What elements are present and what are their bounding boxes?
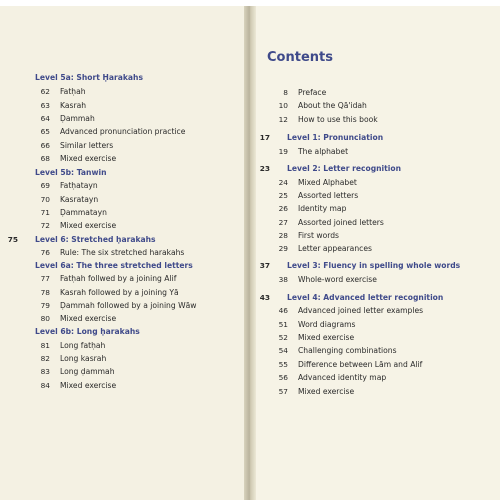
toc-page-number: 63 [40, 101, 50, 110]
toc-entry: Ḍammah followed by a joining Wāw [60, 301, 197, 310]
toc-entry: Fatḥatayn [60, 181, 98, 190]
toc-page-number: 38 [278, 275, 288, 284]
toc-page-number: 80 [40, 314, 50, 323]
toc-entry: Ḍammatayn [60, 208, 107, 217]
toc-page-number: 75 [7, 235, 18, 244]
toc-entry: How to use this book [298, 115, 378, 124]
toc-entry: Rule: The six stretched harakahs [60, 248, 185, 257]
toc-entry: Letter appearances [298, 244, 372, 253]
toc-entry: First words [298, 231, 340, 240]
top-margin [0, 0, 500, 6]
toc-page-number: 68 [40, 154, 50, 163]
toc-entry: Ḍammah [60, 114, 95, 123]
toc-section-heading: Level 5b: Tanwin [35, 168, 107, 177]
toc-page-number: 46 [278, 306, 288, 315]
toc-section-heading: Level 4: Advanced letter recognition [287, 293, 444, 302]
toc-entry: Kasrah [60, 101, 87, 110]
left-page [0, 0, 248, 500]
toc-page-number: 28 [278, 231, 288, 240]
toc-section-heading: Level 1: Pronunciation [287, 133, 384, 142]
toc-entry: The alphabet [298, 147, 349, 156]
toc-entry: Preface [298, 88, 327, 97]
toc-section-heading: Level 6a: The three stretched letters [35, 261, 193, 270]
toc-section-heading: Level 2: Letter recognition [287, 164, 402, 173]
toc-page-number: 29 [278, 244, 288, 253]
toc-entry: Assorted letters [298, 191, 359, 200]
toc-entry: About the Qā'idah [298, 101, 367, 110]
toc-page-number: 54 [278, 346, 288, 355]
toc-entry: Fatḥah follwed by a joining Alif [60, 274, 177, 283]
toc-section-heading: Level 6b: Long ḥarakahs [35, 327, 140, 336]
contents-title-cropped: Contents [267, 50, 333, 65]
toc-page-number: 70 [40, 195, 50, 204]
toc-entry: Mixed exercise [60, 314, 117, 323]
book-gutter [244, 0, 256, 500]
toc-entry: Kasrah followed by a joining Yā [60, 288, 179, 297]
toc-page-number: 83 [40, 367, 50, 376]
toc-section-heading: Level 3: Fluency in spelling whole words [287, 261, 461, 270]
toc-page-number: 82 [40, 354, 50, 363]
toc-entry: Long ḍammah [60, 367, 115, 376]
toc-page-number: 8 [283, 88, 288, 97]
toc-entry: Identity map [298, 204, 347, 213]
toc-entry: Kasratayn [60, 195, 99, 204]
toc-page-number: 17 [259, 133, 270, 142]
toc-page-number: 71 [40, 208, 50, 217]
toc-entry: Whole-word exercise [298, 275, 377, 284]
toc-entry: Mixed exercise [60, 154, 117, 163]
toc-page-number: 26 [278, 204, 288, 213]
toc-page-number: 66 [40, 141, 50, 150]
toc-page-number: 25 [278, 191, 288, 200]
toc-page-number: 65 [40, 127, 50, 136]
toc-page-number: 84 [40, 381, 50, 390]
toc-page-number: 12 [278, 115, 288, 124]
toc-page-number: 52 [278, 333, 288, 342]
toc-entry: Mixed exercise [298, 387, 355, 396]
toc-page-number: 64 [40, 114, 50, 123]
toc-page-number: 79 [40, 301, 50, 310]
toc-page-number: 10 [278, 101, 288, 110]
toc-entry: Mixed exercise [60, 221, 117, 230]
toc-page-number: 24 [278, 178, 288, 187]
toc-page-number: 27 [278, 218, 288, 227]
toc-page-number: 57 [278, 387, 288, 396]
toc-page-number: 19 [278, 147, 288, 156]
toc-entry: Mixed exercise [298, 333, 355, 342]
toc-entry: Advanced joined letter examples [298, 306, 424, 315]
toc-page-number: 77 [40, 274, 50, 283]
toc-page-number: 23 [259, 164, 270, 173]
toc-page-number: 72 [40, 221, 50, 230]
toc-entry: Difference between Lām and Alif [298, 360, 423, 369]
toc-section-heading: Level 6: Stretched ḥarakahs [35, 235, 156, 244]
toc-page-number: 81 [40, 341, 50, 350]
toc-page-number: 76 [40, 248, 50, 257]
toc-entry: Advanced identity map [298, 373, 387, 382]
toc-entry: Similar letters [60, 141, 114, 150]
toc-page-number: 37 [259, 261, 270, 270]
toc-page-number: 51 [278, 320, 288, 329]
toc-page-number: 62 [40, 87, 50, 96]
toc-page-number: 56 [278, 373, 288, 382]
toc-entry: Word diagrams [298, 320, 356, 329]
toc-page-number: 43 [259, 293, 270, 302]
toc-entry: Assorted joined letters [298, 218, 384, 227]
toc-page-number: 55 [278, 360, 288, 369]
toc-page-number: 69 [40, 181, 50, 190]
toc-entry: Challenging combinations [298, 346, 397, 355]
right-page [252, 0, 500, 500]
toc-entry: Advanced pronunciation practice [60, 127, 186, 136]
toc-section-heading: Level 5a: Short Ḥarakahs [35, 73, 143, 82]
toc-entry: Mixed exercise [60, 381, 117, 390]
toc-entry: Mixed Alphabet [298, 178, 357, 187]
toc-entry: Fatḥah [60, 87, 86, 96]
toc-entry: Long kasrah [60, 354, 107, 363]
toc-page-number: 78 [40, 288, 50, 297]
toc-entry: Long fatḥah [60, 341, 106, 350]
